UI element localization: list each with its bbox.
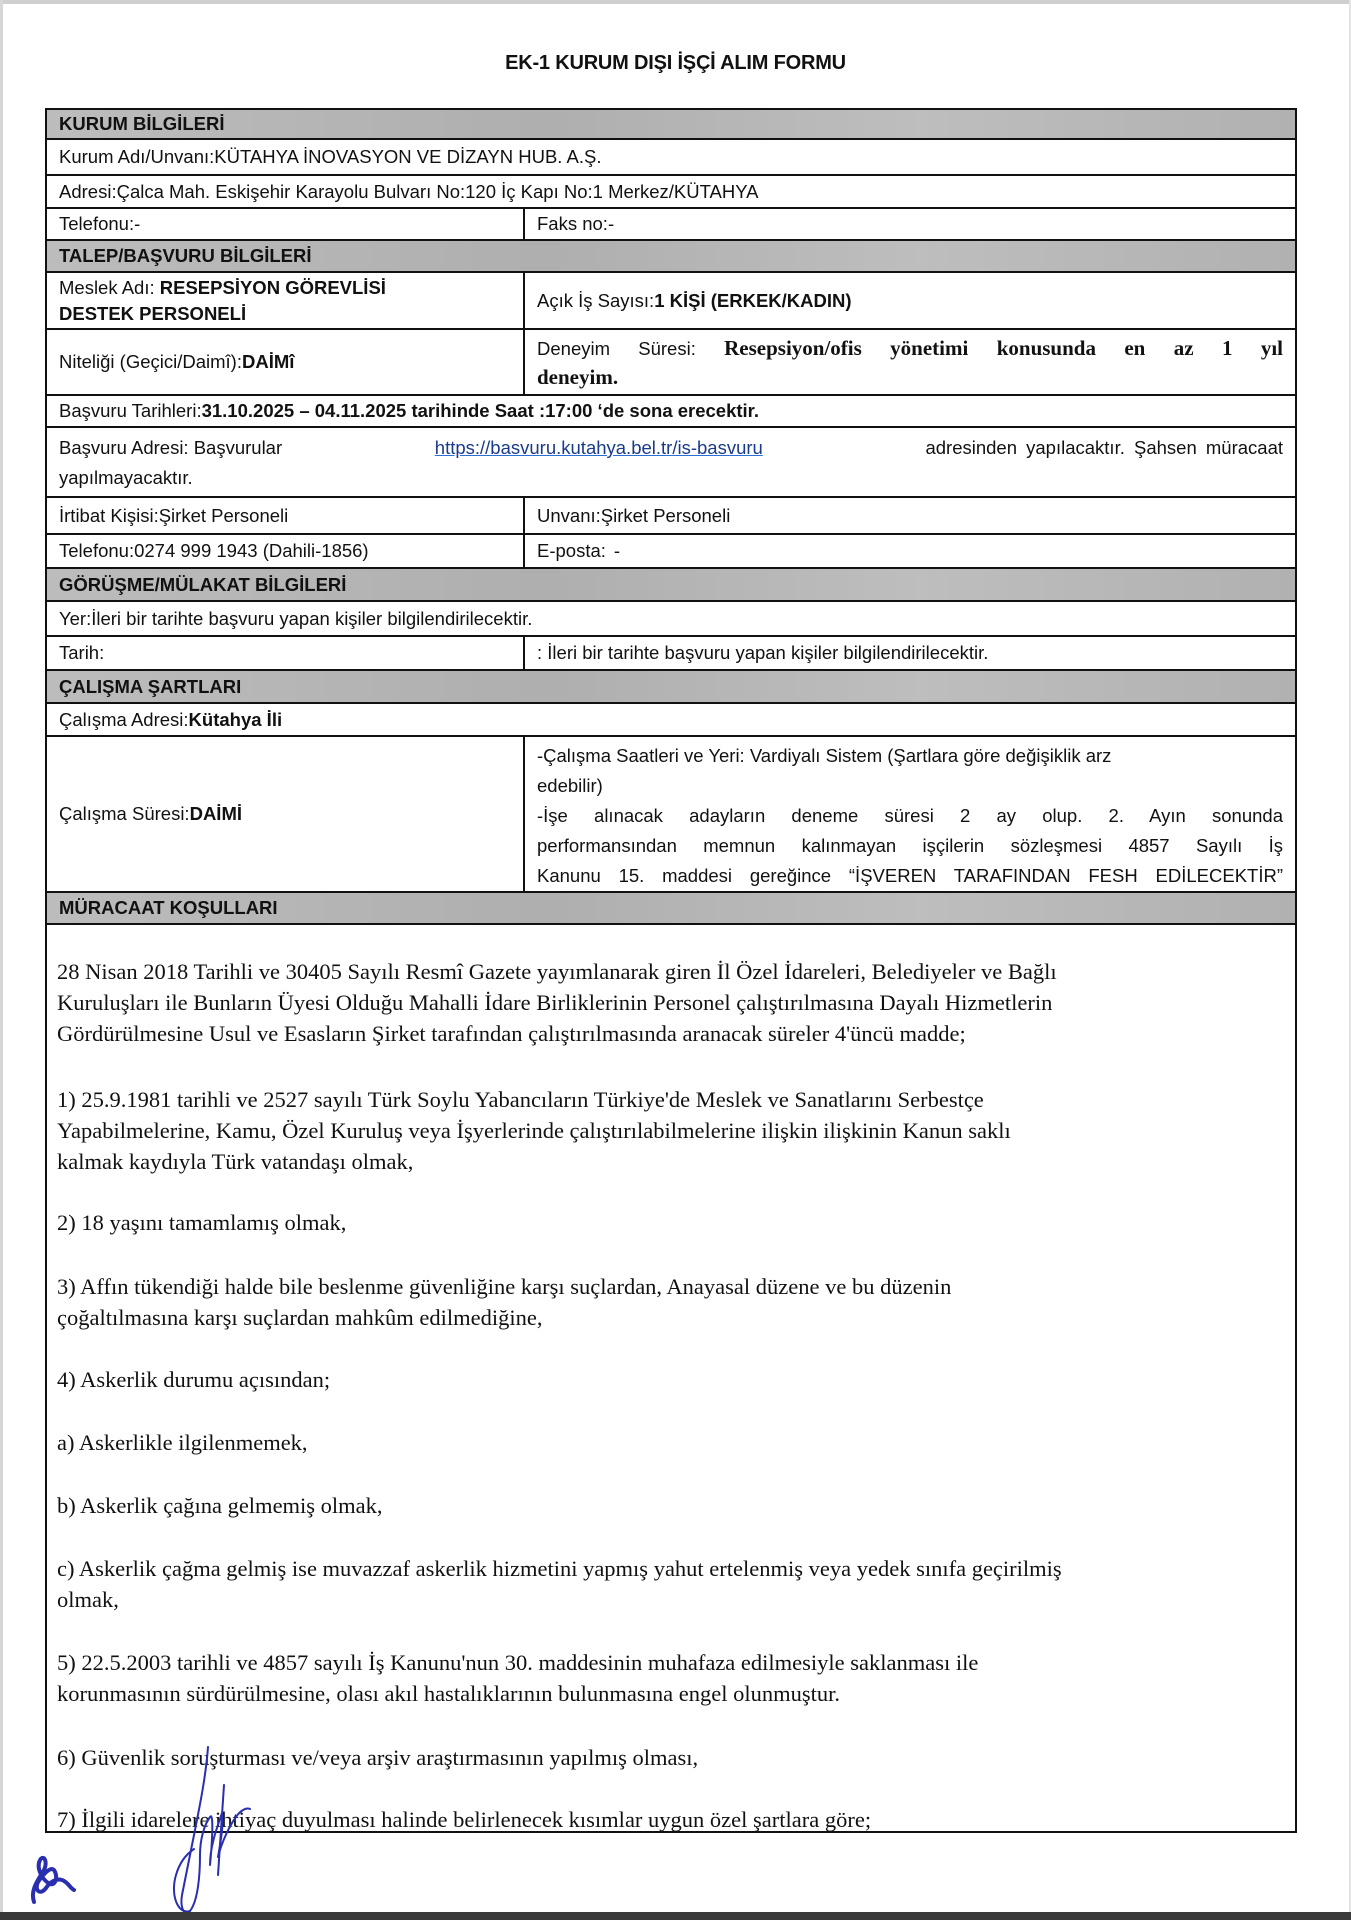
- application-link[interactable]: https://basvuru.kutahya.bel.tr/is-basvuru: [434, 437, 763, 458]
- condition-item-2: 2) 18 yaşını tamamlamış olmak,: [57, 1210, 347, 1235]
- scan-edge-left: [0, 0, 3, 1920]
- section-title: GÖRÜŞME/MÜLAKAT BİLGİLERİ: [59, 573, 347, 595]
- field-label: Yer:: [59, 607, 92, 629]
- application-address-text: adresinden yapılacaktır. Şahsen müracaat: [925, 437, 1283, 458]
- interview-date: : İleri bir tarihte başvuru yapan kişiler bilgilendirilecektir.: [537, 642, 989, 663]
- conditions-intro: 28 Nisan 2018 Tarihli ve 30405 Sayılı Resmî Gazete yayımlanarak giren İl Özel İdareleri, Belediyeler ve Bağlı Kuruluşları ile Bunların Üyesi Olduğu Mahalli İdare Birliklerinin Personel çalıştırılmasına Dayalı Hizmetlerin Gördürülmesine Usul ve Esasların Şirket tarafından çalıştırılmasında aranacak süreler 4'üncü madde;: [57, 959, 1057, 1046]
- row-nitelik-deneyim: [47, 330, 1295, 396]
- condition-item-4a: a) Askerlikle ilgilenmemek,: [57, 1430, 308, 1455]
- work-location: Kütahya İli: [188, 708, 283, 730]
- experience-requirement-line2: deneyim.: [537, 365, 619, 389]
- work-duration: DAİMİ: [189, 803, 242, 824]
- section-title: KURUM BİLGİLERİ: [59, 113, 225, 134]
- field-label: Meslek Adı:: [59, 277, 160, 298]
- field-label: E-posta:: [537, 540, 606, 561]
- condition-item-6: 6) Güvenlik soruşturması ve/veya arşiv araştırmasının yapılmış olması,: [57, 1745, 699, 1770]
- contact-phone: 0274 999 1943 (Dahili-1856): [134, 540, 369, 561]
- row-kurum-adi: [47, 140, 1295, 176]
- field-label: Kurum Adı/Unvanı:: [59, 146, 215, 167]
- condition-item-1: 1) 25.9.1981 tarihli ve 2527 sayılı Türk Soylu Yabancıların Türkiye'de Meslek ve Sanatlarını Serbestçe Yapabilmelerine, Kamu, Özel Kuruluş veya İşyerlerinde çalıştırılabilmelerine ilişkin ilişkinin Kanun saklı kalmak kaydıyla Türk vatandaşı olmak,: [57, 1087, 1011, 1174]
- contact-email: -: [613, 540, 621, 561]
- condition-item-5: 5) 22.5.2003 tarihli ve 4857 sayılı İş Kanunu'nun 30. maddesinin muhafaza edilmesiyle saklanması ile korunmasının sürdürülmesine, olası akıl hastalıklarının bulunmasına engel olunmuştur.: [57, 1650, 979, 1706]
- field-label: Başvuru Adresi: Başvurular: [59, 437, 283, 458]
- field-label: Faks no:: [537, 213, 608, 234]
- occupation-name-line2: DESTEK PERSONELİ: [59, 303, 247, 324]
- institution-phone: -: [134, 213, 141, 234]
- field-label: Açık İş Sayısı:: [537, 289, 655, 311]
- section-title: ÇALIŞMA ŞARTLARI: [59, 675, 242, 697]
- condition-item-4: 4) Askerlik durumu açısından;: [57, 1367, 331, 1392]
- row-irtibat: [47, 498, 1295, 535]
- row-iletisim: [47, 535, 1295, 569]
- field-label: İrtibat Kişisi:: [59, 504, 159, 526]
- institution-name: KÜTAHYA İNOVASYON VE DİZAYN HUB. A.Ş.: [214, 146, 602, 167]
- field-label: Başvuru Tarihleri:: [59, 400, 202, 421]
- document-title: EK-1 KURUM DIŞI İŞÇİ ALIM FORMU: [505, 52, 846, 74]
- row-meslek: [47, 273, 1295, 330]
- recruitment-form-table: [45, 108, 1297, 1833]
- open-positions: 1 KİŞİ (ERKEK/KADIN): [654, 289, 852, 311]
- application-conditions-body: [47, 925, 1295, 1831]
- initials-signature-icon: [20, 1840, 80, 1910]
- field-label: Unvanı:: [537, 504, 601, 526]
- section-header-talep: [47, 241, 1295, 273]
- field-label: Deneyim Süresi:: [537, 338, 725, 359]
- row-gorusme-yer: [47, 602, 1295, 637]
- institution-address: Çalca Mah. Eskişehir Karayolu Bulvarı No:120 İç Kapı No:1 Merkez/KÜTAHYA: [116, 180, 759, 202]
- row-calisma-suresi: [47, 737, 1295, 893]
- experience-requirement: Resepsiyon/ofis yönetimi konusunda en az 1 yıl: [724, 336, 1283, 360]
- contact-person: Şirket Personeli: [158, 504, 289, 526]
- section-header-calisma: [47, 671, 1295, 704]
- row-kurum-telefon-faks: [47, 209, 1295, 241]
- contact-title: Şirket Personeli: [600, 504, 731, 526]
- condition-item-7: 7) İlgili idarelere ihtiyaç duyulması halinde belirlenecek kısımlar uygun özel şartlara göre;: [57, 1807, 872, 1832]
- field-label: Adresi:: [59, 180, 117, 202]
- scan-edge-top: [0, 0, 1351, 4]
- field-label: Tarih:: [47, 637, 525, 669]
- condition-item-3: 3) Affın tükendiği halde bile beslenme güvenliğine karşı suçlardan, Anayasal düzene ve bu düzenin çoğaltılmasına karşı suçlardan mahkûm edilmediğine,: [57, 1274, 952, 1330]
- condition-item-4b: b) Askerlik çağına gelmemiş olmak,: [57, 1493, 383, 1518]
- interview-location: İleri bir tarihte başvuru yapan kişiler bilgilendirilecektir.: [91, 607, 533, 629]
- section-header-muracaat: [47, 893, 1295, 925]
- section-header-gorusme: [47, 569, 1295, 602]
- condition-item-4c: c) Askerlik çağma gelmiş ise muvazzaf askerlik hizmetini yapmış yahut ertelenmiş veya yedek sınıfa geçirilmiş olmak,: [57, 1556, 1062, 1612]
- field-label: Telefonu:: [59, 540, 135, 561]
- row-calisma-adresi: [47, 704, 1295, 737]
- application-address-text-line2: yapılmayacaktır.: [59, 467, 193, 488]
- occupation-name: RESEPSİYON GÖREVLİSİ: [159, 277, 386, 298]
- scan-edge-bottom: [0, 1912, 1351, 1920]
- signature-icon: [160, 1745, 260, 1920]
- section-title: TALEP/BAŞVURU BİLGİLERİ: [59, 245, 312, 266]
- field-label: Çalışma Süresi:: [59, 803, 190, 824]
- job-nature: DAİMî: [241, 351, 295, 372]
- row-gorusme-tarih: [47, 637, 1295, 671]
- row-kurum-adresi: [47, 176, 1295, 209]
- field-label: Niteliği (Geçici/Daimî):: [59, 351, 242, 372]
- field-label: Telefonu:: [59, 213, 135, 234]
- section-header-kurum: [47, 110, 1295, 140]
- application-dates: 31.10.2025 – 04.11.2025 tarihinde Saat :17:00 ‘de sona erecektir.: [201, 400, 760, 421]
- section-title: MÜRACAAT KOŞULLARI: [59, 897, 278, 918]
- institution-fax: -: [607, 213, 615, 234]
- field-label: Çalışma Adresi:: [59, 708, 189, 730]
- work-conditions-details: -Çalışma Saatleri ve Yeri: Vardiyalı Sistem (Şartlara göre değişiklik arz edebilir) -İşe alınacak adayların deneme süresi 2 ay olup. 2. Ayın sonunda performansından memnun kalınmayan işçilerin sözleşmesi 4857 Sayılı İş Kanunu 15. maddesi gereğince “İŞVEREN TARAFINDAN FESH EDİLECEKTİR”: [537, 745, 1283, 886]
- row-basvuru-tarihleri: [47, 396, 1295, 428]
- row-basvuru-adresi: [47, 428, 1295, 498]
